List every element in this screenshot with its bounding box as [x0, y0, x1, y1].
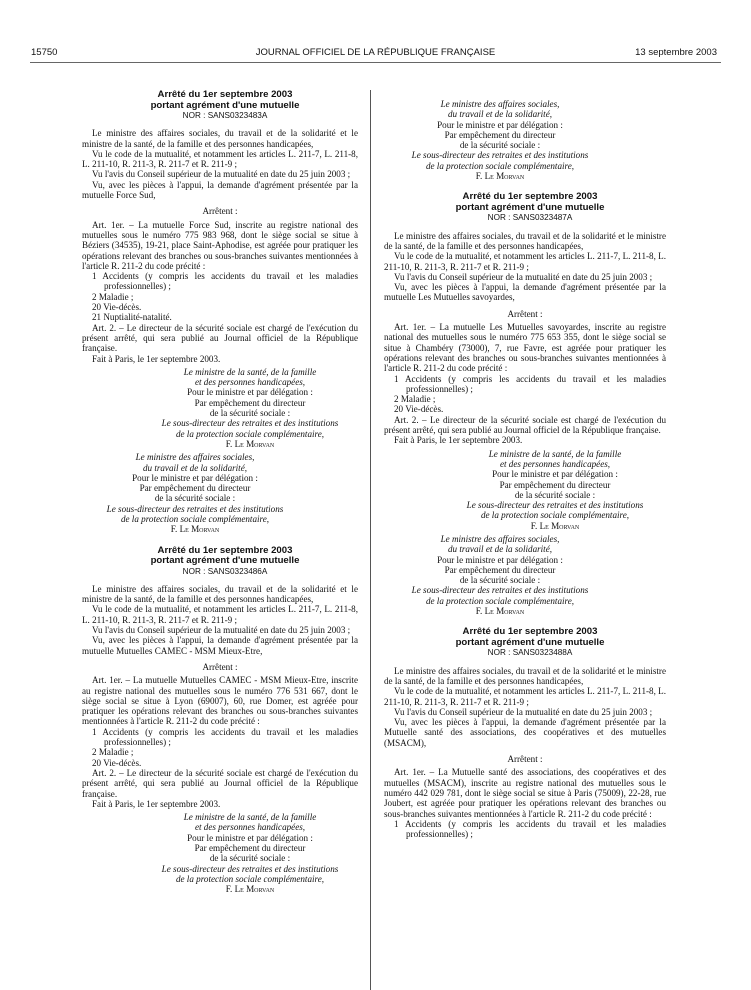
signature-line: Par empêchement du directeur	[444, 129, 556, 140]
visa-avis: Vu l'avis du Conseil supérieur de la mutualité en date du 25 juin 2003 ;	[92, 169, 351, 180]
visa-pieces: Vu, avec les pièces à l'appui, la demande d'agrément présentée par la mutuelle Les Mutuelles savoyardes,	[384, 282, 666, 303]
signature-line: Le sous-directeur des retraites et des institutions	[106, 503, 284, 514]
signature-line: Pour le ministre et par délégation :	[132, 472, 258, 483]
column-divider	[370, 90, 371, 990]
branch-item: 2 Maladie ;	[92, 747, 134, 758]
visa-code: Vu le code de la mutualité, et notamment les articles L. 211-7, L. 211-8, L. 211-10, R. 211-3, R. 211-7 et R. 211-9 ;	[384, 686, 666, 707]
signature-line: de la protection sociale complémentaire,	[480, 510, 630, 521]
branch-item: 1 Accidents (y compris les accidents du travail et les maladies professionnelles) ;	[92, 271, 358, 292]
nor-reference: NOR : SANS0323487A	[487, 213, 573, 223]
visa-code: Vu le code de la mutualité, et notamment les articles L. 211-7, L. 211-8, L. 211-10, R. 211-3, R. 211-7 et R. 211-9 ;	[82, 148, 358, 170]
signature-line: Le sous-directeur des retraites et des institutions	[466, 500, 644, 511]
branch-item: 1 Accidents (y compris les accidents du travail et les maladies professionnelles) ;	[394, 373, 666, 394]
visa-pieces: Vu, avec les pièces à l'appui, la demande d'agrément présentée par la mutuelle Mutuelles CAMEC - MSM Mieux-Etre,	[82, 635, 358, 656]
visa-pieces: Vu, avec les pièces à l'appui, la demande d'agrément présentée par la mutuelle Force Sud,	[82, 179, 358, 201]
article-1: Art. 1er. – La mutuelle Force Sud, inscrite au registre national des mutuelles sous le numéro 775 983 968, dont le siège social se situe à Béziers (34535), 19-21, place Saint-Aphodise, est agréée pour pratiquer les opérations relevant des branches ou sous-branches suivantes mentionnées à l'article R. 211-2 du code précité :	[82, 219, 358, 271]
visa-ministres: Le ministre des affaires sociales, du travail et de la solidarité et le ministre de la santé, de la famille et des personnes handicapées,	[384, 230, 666, 251]
arrete-title: Arrêté du 1er septembre 2003	[157, 89, 293, 100]
arrete-camec	[82, 546, 358, 895]
signature-line: de la sécurité sociale :	[209, 853, 291, 864]
signature-line: Par empêchement du directeur	[139, 483, 251, 494]
signatory-name: F. Le Morvan	[475, 171, 525, 182]
signature-line: de la protection sociale complémentaire,	[425, 160, 575, 171]
fait-a-paris: Fait à Paris, le 1er septembre 2003.	[394, 435, 523, 446]
article-2: Art. 2. – Le directeur de la sécurité sociale est chargé de l'exécution du présent arrêté, qui sera publié au Journal officiel de la République française.	[384, 414, 666, 436]
arretent-heading: Arrêtent :	[202, 661, 238, 672]
signature-affaires	[384, 534, 616, 616]
nor-reference: NOR : SANS0323486A	[182, 566, 268, 576]
issue-date: 13 septembre 2003	[635, 47, 717, 58]
branch-item: 21 Nuptialité-natalité.	[92, 312, 172, 323]
arrete-subtitle: portant agrément d'une mutuelle	[455, 201, 605, 213]
arrete-subtitle: portant agrément d'une mutuelle	[455, 636, 605, 648]
signature-line: Le ministre des affaires sociales,	[135, 452, 255, 463]
signatory-name: F. Le Morvan	[475, 606, 525, 617]
signature-line: Le ministre des affaires sociales,	[440, 533, 560, 544]
signature-line: Le sous-directeur des retraites et des institutions	[161, 863, 339, 874]
arrete-subtitle: portant agrément d'une mutuelle	[150, 99, 300, 111]
arrete-force-sud	[82, 90, 358, 535]
signature-line: du travail et de la solidarité,	[447, 544, 553, 555]
branch-item: 1 Accidents (y compris les accidents du travail et les maladies professionnelles) ;	[92, 726, 358, 748]
signature-line: de la sécurité sociale :	[459, 140, 541, 151]
arrete-title: Arrêté du 1er septembre 2003	[462, 191, 598, 203]
signature-line: Par empêchement du directeur	[499, 479, 611, 490]
signature-line: et des personnes handicapées,	[499, 458, 611, 469]
signature-line: du travail et de la solidarité,	[142, 462, 248, 473]
signature-line: Le sous-directeur des retraites et des institutions	[161, 418, 339, 429]
signature-line: Pour le ministre et par délégation :	[187, 387, 313, 398]
signature-line: de la sécurité sociale :	[209, 408, 291, 419]
signatory-name: F. Le Morvan	[225, 438, 275, 449]
journal-title: JOURNAL OFFICIEL DE LA RÉPUBLIQUE FRANÇAISE	[255, 47, 496, 58]
header-rule	[30, 62, 721, 63]
signature-affaires	[82, 452, 308, 534]
page-number: 15750	[31, 47, 58, 58]
signatory-name: F. Le Morvan	[225, 884, 275, 895]
arretent-heading: Arrêtent :	[507, 308, 543, 319]
branch-item: 2 Maladie ;	[394, 394, 436, 405]
signature-line: Pour le ministre et par délégation :	[437, 119, 563, 130]
fait-a-paris: Fait à Paris, le 1er septembre 2003.	[92, 353, 221, 364]
arretent-heading: Arrêtent :	[202, 206, 238, 217]
branch-item: 2 Maladie ;	[92, 291, 134, 302]
signature-sante	[444, 449, 666, 531]
signatory-name: F. Le Morvan	[530, 520, 580, 531]
signature-line: de la protection sociale complémentaire,	[175, 873, 325, 884]
branch-item: 20 Vie-décès.	[92, 302, 142, 313]
visa-ministres: Le ministre des affaires sociales, du travail et de la solidarité et le ministre de la santé, de la famille et des personnes handicapées,	[82, 583, 358, 605]
signature-line: Pour le ministre et par délégation :	[437, 554, 563, 565]
visa-avis: Vu l'avis du Conseil supérieur de la mutualité en date du 25 juin 2003 ;	[394, 271, 653, 282]
article-1: Art. 1er. – La Mutuelle santé des associations, des coopératives et des mutuelles (MSACM), inscrite au registre national des mutuelles sous le numéro 442 029 781, dont le siège social se situe à Paris (75009), 22-28, rue Joubert, est agréée pour pratiquer les opérations relevant des branches ou sous-branches suivantes mentionnées à l'article R. 211-2 du code précité :	[384, 767, 666, 819]
article-2: Art. 2. – Le directeur de la sécurité sociale est chargé de l'exécution du présent arrêté, qui sera publié au Journal officiel de la République française.	[82, 322, 358, 354]
signature-line: Par empêchement du directeur	[194, 397, 306, 408]
nor-reference: NOR : SANS0323488A	[487, 648, 573, 658]
arrete-title: Arrêté du 1er septembre 2003	[462, 626, 598, 638]
visa-ministres: Le ministre des affaires sociales, du travail et de la solidarité et le ministre de la santé, de la famille et des personnes handicapées,	[82, 128, 358, 149]
article-1: Art. 1er. – La mutuelle Mutuelles CAMEC - MSM Mieux-Etre, inscrite au registre national des mutuelles sous le numéro 776 531 667, dont le siège social se situe à Lyon (69007), 60, rue Domer, est agréée pour pratiquer les opérations relevant des branches ou sous-branches suivantes mentionnées à l'article R. 211-2 du code précité :	[82, 675, 358, 727]
signature-affaires	[384, 99, 616, 181]
signature-line: Par empêchement du directeur	[194, 843, 306, 853]
signature-line: Le sous-directeur des retraites et des institutions	[411, 150, 589, 161]
nor-reference: NOR : SANS0323483A	[182, 111, 268, 120]
signature-line: Le ministre de la santé, de la famille	[183, 812, 317, 823]
signature-line: Par empêchement du directeur	[444, 564, 556, 575]
fait-a-paris: Fait à Paris, le 1er septembre 2003.	[92, 798, 221, 809]
branch-item: 20 Vie-décès.	[92, 757, 142, 768]
signature-line: Le ministre de la santé, de la famille	[488, 448, 622, 459]
signature-line: de la protection sociale complémentaire,	[120, 513, 270, 524]
signature-line: de la protection sociale complémentaire,	[175, 428, 325, 439]
signature-line: Le sous-directeur des retraites et des institutions	[411, 585, 589, 596]
signatory-name: F. Le Morvan	[170, 524, 220, 535]
branch-item: 20 Vie-décès.	[394, 404, 444, 415]
signature-line: de la sécurité sociale :	[154, 493, 236, 504]
visa-avis: Vu l'avis du Conseil supérieur de la mutualité en date du 25 juin 2003 ;	[92, 625, 351, 636]
signature-line: de la sécurité sociale :	[459, 575, 541, 586]
signature-line: et des personnes handicapées,	[194, 822, 306, 833]
article-1: Art. 1er. – La mutuelle Les Mutuelles savoyardes, inscrite au registre national des mutuelles sous le numéro 775 653 355, dont le siège social se situe à Chambéry (73000), 7, rue Favre, est agréée pour pratiquer les opérations relevant des branches ou sous-branches suivantes mentionnées à l'article R. 211-2 du code précité :	[384, 322, 666, 374]
signature-sante	[142, 812, 358, 894]
arrete-subtitle: portant agrément d'une mutuelle	[150, 555, 300, 567]
visa-ministres: Le ministre des affaires sociales, du travail et de la solidarité et le ministre de la santé, de la famille et des personnes handicapées,	[384, 665, 666, 686]
arrete-title: Arrêté du 1er septembre 2003	[157, 544, 293, 556]
visa-code: Vu le code de la mutualité, et notamment les articles L. 211-7, L. 211-8, L. 211-10, R. 211-3, R. 211-7 et R. 211-9 ;	[82, 604, 358, 625]
visa-pieces: Vu, avec les pièces à l'appui, la demande d'agrément présentée par la Mutuelle santé des associations, des coopératives et des mutuelles (MSACM),	[384, 717, 666, 748]
signature-line: de la protection sociale complémentaire,	[425, 595, 575, 606]
signature-sante	[142, 367, 358, 449]
left-column	[82, 90, 358, 897]
signature-line: du travail et de la solidarité,	[447, 109, 553, 120]
signature-line: Pour le ministre et par délégation :	[187, 832, 313, 843]
page-header	[0, 0, 751, 60]
signature-line: Pour le ministre et par délégation :	[492, 469, 618, 480]
article-2: Art. 2. – Le directeur de la sécurité sociale est chargé de l'exécution du présent arrêté, qui sera publié au Journal officiel de la République française.	[82, 767, 358, 799]
arrete-msacm	[384, 627, 666, 839]
visa-avis: Vu l'avis du Conseil supérieur de la mutualité en date du 25 juin 2003 ;	[394, 706, 653, 717]
visa-code: Vu le code de la mutualité, et notamment les articles L. 211-7, L. 211-8, L. 211-10, R. 211-3, R. 211-7 et R. 211-9 ;	[384, 251, 666, 272]
signature-line: Le ministre de la santé, de la famille	[183, 366, 317, 377]
signature-line: de la sécurité sociale :	[514, 489, 596, 500]
signature-line: Le ministre des affaires sociales,	[440, 99, 560, 109]
right-column	[384, 96, 666, 839]
signature-line: et des personnes handicapées,	[194, 377, 306, 388]
arretent-heading: Arrêtent :	[507, 754, 543, 765]
branch-item: 1 Accidents (y compris les accidents du travail et les maladies professionnelles) ;	[394, 818, 666, 840]
arrete-savoyardes	[384, 192, 666, 616]
